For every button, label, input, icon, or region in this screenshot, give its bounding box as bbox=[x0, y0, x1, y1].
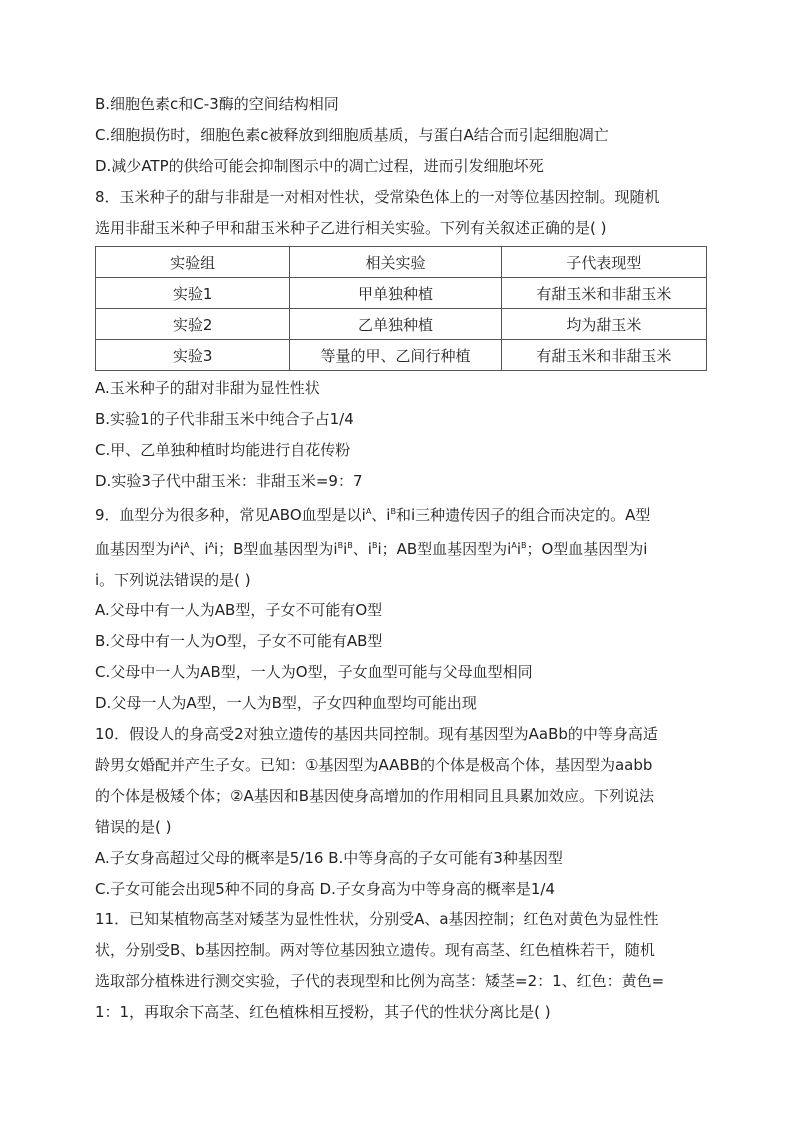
superscript: B bbox=[337, 540, 344, 550]
table-row bbox=[96, 340, 707, 371]
q8-experiment-table bbox=[95, 246, 707, 371]
q11-stem-line2: 状，分别受B、b基因控制。两对等位基因独立遗传。现有高茎、红色植株若干，随机 bbox=[95, 941, 655, 960]
superscript: B bbox=[347, 540, 353, 550]
q10-options-ab: A.子女身高超过父母的概率是5/16 B.中等身高的子女可能有3种基因型 bbox=[95, 848, 563, 867]
q10-stem-line1: 10．假设人的身高受2对独立遗传的基因共同控制。现有基因型为AaBb的中等身高适 bbox=[95, 725, 658, 744]
q9-stem-line3: i。下列说法错误的是( ) bbox=[95, 570, 251, 589]
q10-stem-line2: 龄男女婚配并产生子女。已知：①基因型为AABB的个体是极高个体，基因型为aabb bbox=[95, 755, 653, 774]
q9-stem-text: i bbox=[516, 539, 521, 558]
table-cell: 有甜玉米和非甜玉米 bbox=[501, 340, 706, 371]
superscript: B bbox=[390, 506, 396, 516]
q7-option-c: C.细胞损伤时，细胞色素c被释放到细胞质基质，与蛋白A结合而引起细胞凋亡 bbox=[95, 125, 609, 144]
table-cell: 乙单独种植 bbox=[290, 309, 501, 340]
table-row bbox=[96, 309, 707, 340]
q11-stem-line4: 1：1，再取余下高茎、红色植株相互授粉，其子代的性状分离比是( ) bbox=[95, 1003, 551, 1022]
superscript: A bbox=[511, 540, 517, 550]
q9-stem-text: i bbox=[179, 539, 184, 558]
table-cell: 有甜玉米和非甜玉米 bbox=[501, 278, 706, 309]
q8-option-a: A.玉米种子的甜对非甜为显性性状 bbox=[95, 379, 320, 398]
q9-stem-text: 血基因型为i bbox=[95, 539, 175, 558]
exam-page bbox=[95, 93, 707, 1032]
q11-stem-line1: 11．已知某植物高茎对矮茎为显性性状，分别受A、a基因控制；红色对黄色为显性性 bbox=[95, 910, 659, 929]
q7-option-d: D.减少ATP的供给可能会抑制图示中的凋亡过程，进而引发细胞坏死 bbox=[95, 156, 544, 175]
superscript: A bbox=[365, 506, 372, 516]
q9-stem-text: i bbox=[343, 539, 348, 558]
table-cell: 均为甜玉米 bbox=[501, 309, 706, 340]
q9-stem-text: 9．血型分为很多种，常见ABO血型是以i bbox=[95, 505, 366, 524]
table-header-cell: 实验组 bbox=[96, 247, 290, 278]
table-cell: 实验3 bbox=[96, 340, 290, 371]
q8-option-c: C.甲、乙单独种植时均能进行自花传粉 bbox=[95, 441, 351, 460]
q10-stem-line3: 的个体是极矮个体；②A基因和B基因使身高增加的作用相同且具累加效应。下列说法 bbox=[95, 786, 655, 805]
q11-stem-line3: 选取部分植株进行测交实验，子代的表现型和比例为高茎：矮茎=2：1、红色：黄色= bbox=[95, 972, 665, 991]
table-cell: 实验2 bbox=[96, 309, 290, 340]
q8-stem-line2: 选用非甜玉米种子甲和甜玉米种子乙进行相关实验。下列有关叙述正确的是( ) bbox=[95, 218, 607, 237]
superscript: A bbox=[174, 540, 180, 550]
q9-stem-text: 、i bbox=[371, 505, 391, 524]
table-cell: 甲单独种植 bbox=[290, 278, 501, 309]
table-header-row bbox=[96, 247, 707, 278]
table-row bbox=[96, 278, 707, 309]
q8-experiment-table-wrap bbox=[95, 246, 707, 371]
q7-option-b: B.细胞色素c和C-3酶的空间结构相同 bbox=[95, 95, 339, 113]
q10-stem-line4: 错误的是( ) bbox=[95, 817, 172, 836]
table-header-cell: 相关实验 bbox=[290, 247, 501, 278]
q8-stem-line1: 8．玉米种子的甜与非甜是一对相对性状，受常染色体上的一对等位基因控制。现随机 bbox=[95, 187, 660, 206]
q9-stem-text: ；O型血基因型为i bbox=[526, 539, 648, 558]
q9-option-d: D.父母一人为A型，一人为B型，子女四种血型均可能出现 bbox=[95, 694, 477, 713]
superscript: B bbox=[521, 540, 527, 550]
q8-option-d: D.实验3子代中甜玉米：非甜玉米=9：7 bbox=[95, 471, 363, 490]
q9-stem-line1 bbox=[95, 501, 707, 526]
superscript: B bbox=[371, 540, 378, 550]
q8-option-b: B.实验1的子代非甜玉米中纯合子占1/4 bbox=[95, 410, 354, 429]
q9-option-b: B.父母中有一人为O型，子女不可能有AB型 bbox=[95, 632, 383, 651]
superscript: A bbox=[183, 540, 190, 550]
q9-stem-text: 和i三种遗传因子的组合而决定的。A型 bbox=[395, 505, 651, 524]
q9-option-a: A.父母中有一人为AB型，子女不可能有O型 bbox=[95, 601, 383, 620]
q9-stem-line2 bbox=[95, 535, 707, 560]
q9-stem-text: 、i bbox=[352, 539, 372, 558]
table-header-cell: 子代表现型 bbox=[501, 247, 706, 278]
superscript: A bbox=[208, 540, 214, 550]
table-cell: 等量的甲、乙间行种植 bbox=[290, 340, 501, 371]
q9-option-c: C.父母中一人为AB型，一人为O型，子女血型可能与父母血型相同 bbox=[95, 663, 533, 682]
table-cell: 实验1 bbox=[96, 278, 290, 309]
q9-stem-text: i；B型血基因型为i bbox=[213, 539, 338, 558]
q10-options-cd: C.子女可能会出现5种不同的身高 D.子女身高为中等身高的概率是1/4 bbox=[95, 879, 556, 898]
q9-stem-text: 、i bbox=[189, 539, 209, 558]
q9-stem-text: i；AB型血基因型为i bbox=[377, 539, 512, 558]
